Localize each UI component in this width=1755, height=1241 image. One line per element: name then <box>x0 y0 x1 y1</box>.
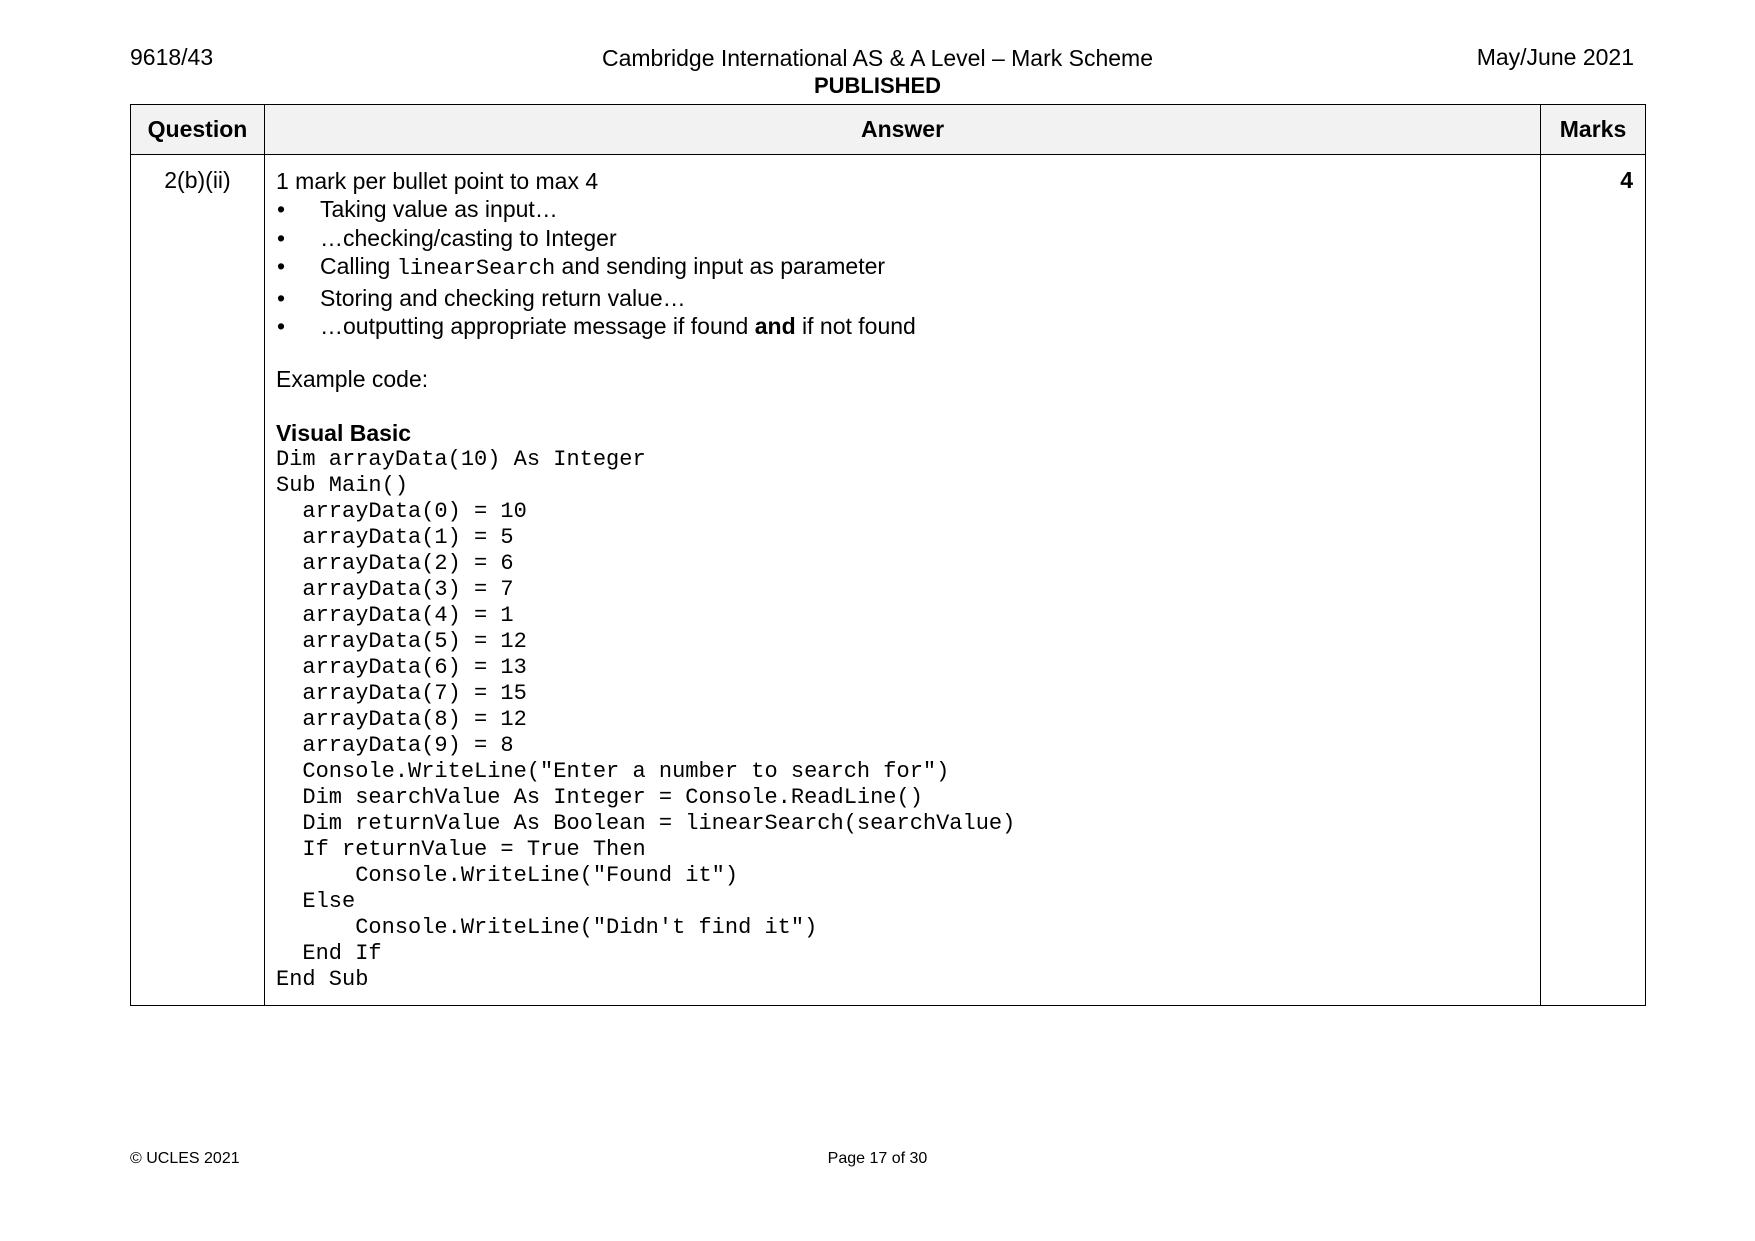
list-item <box>276 312 1530 341</box>
list-item <box>276 252 1530 284</box>
marking-intro: 1 mark per bullet point to max 4 <box>276 168 599 194</box>
bullet-text: and sending input as parameter <box>555 253 886 279</box>
language-heading: Visual Basic <box>276 419 412 446</box>
document-title: Cambridge International AS & A Level – Mark Scheme <box>601 45 1154 71</box>
marking-points-list <box>276 195 1530 341</box>
marks-value: 4 <box>1541 155 1646 1006</box>
code-block: Dim arrayData(10) As Integer Sub Main() arrayData(0) = 10 arrayData(1) = 5 arrayData(2) = 6 arrayData(3) = 7 arrayData(4) = 1 arrayData(5) = 12 arrayData(6) = 13 arrayData(7) = 15 arrayData(8) = 12 arrayData(9) = 8 Console.WriteLine("Enter a number to search for") Dim searchValue As Integer = Console.ReadLine() Dim returnValue As Boolean = linearSearch(searchValue) If returnValue = True Then Console.WriteLine("Found it") Else Console.WriteLine("Didn't find it") End If End Sub <box>276 446 1016 992</box>
marks-column-header: Marks <box>1541 105 1646 155</box>
bullet-text: …outputting appropriate message if found <box>320 313 755 339</box>
question-number: 2(b)(ii) <box>131 155 265 1006</box>
page-number: Page 17 of 30 <box>827 1150 928 1167</box>
list-item: • Storing and checking return value… <box>276 284 1530 313</box>
bullet-text: Calling <box>320 253 397 279</box>
bold-text: and <box>754 313 796 339</box>
answer-column-header: Answer <box>265 105 1541 155</box>
bullet-text: if not found <box>795 313 916 339</box>
table-row <box>131 155 1646 1006</box>
example-code-label: Example code: <box>276 365 429 392</box>
copyright-notice: © UCLES 2021 <box>130 1150 240 1167</box>
exam-session: May/June 2021 <box>1476 44 1634 70</box>
paper-code: 9618/43 <box>130 44 214 70</box>
mark-scheme-table <box>130 104 1646 1006</box>
question-column-header: Question <box>131 105 265 155</box>
table-header-row <box>131 105 1646 155</box>
answer-cell <box>265 155 1541 1006</box>
list-item: • …checking/casting to Integer <box>276 224 1530 253</box>
inline-code: linearSearch <box>396 256 556 281</box>
published-label: PUBLISHED <box>813 73 942 98</box>
list-item: • Taking value as input… <box>276 195 1530 224</box>
